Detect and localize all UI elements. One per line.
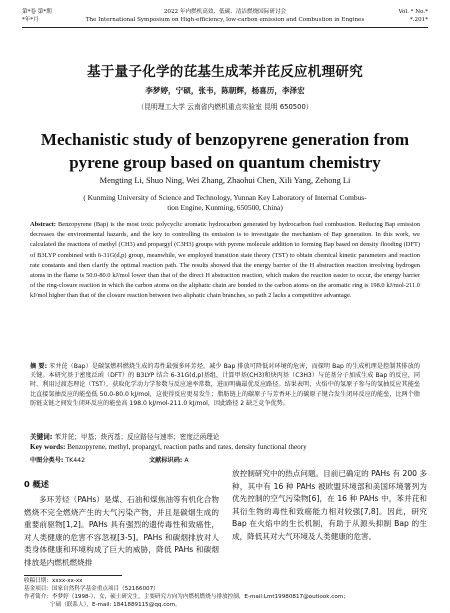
abstract-cn-label: 摘 要: — [30, 363, 48, 370]
title-cn: 基于量子化学的芘基生成苯并芘反应机理研究 — [87, 64, 363, 80]
abstract-cn-text: 苯并芘（Bap）是碳氢燃料燃烧生成的毒性最强多环芳烃，减少 Bap 排放可降低对环境的危害，而探明 Bap 的生成机理是控制其排放的关键。本研究基于密度泛函（DFT）的 B3LYP 结合 6-31G(d,p)基组，计算甲基(CH3)和炔丙基（C3H3）与芘基分子加成生成 Bap 的反应，同时，利用过渡态理论（TST），获取化学动力学参数与反应速率常数，进而明确最优反应路径。结果表明，火焰中的氢原子参与的氢抽反应其能垒比直接氢抽反应的能垒低 50.0-80.0 kJ/mol，这使得反应更易发生；脂肪链上的碳原子与芳香环上的碳原子键合发生闭环反应的能垒，比两个脂肪链支链之间发生闭环反应的能垒高 198.0 kJ/mol-211.0 kJ/mol，因此路径 2 缺乏竞争优势。 — [30, 363, 421, 407]
affiliation-en-line2: tion Engine, Kunming, 650500, China) — [167, 203, 283, 212]
classification-line — [30, 455, 420, 464]
intro-right-column: 放控制研究中的热点问题。目前已确定的 PAHs 有 200 多种，其中有 16 种 PAHs 被欧盟环境部和美国环境署列为优先控制的空气污染物[6]，在 16 种 PAHs 中，苯并芘和其衍生物的毒性和致癌能力相对较强[7,8]。因此，研究 Bap 在火焰中的生长机制，有助于从源头抑制 Bap 的生成，降低其对大气环境及人类健康的危害。 — [232, 469, 427, 541]
affiliation-en-line1: ( Kunming University of Science and Technology, Yunnan Key Laboratory of Internal Combus- — [83, 193, 367, 202]
title-en-line2: pyrene group based on quantum chemistry — [69, 153, 381, 172]
footnote-received: 收稿日期：xxxx-xx-xx — [24, 578, 83, 584]
intro-left-column: 多环芳烃（PAHs）是煤、石油和煤焦油等有机化合物燃烧不完全燃烧产生的大气污染产物，并且是碳烟生成的重要前驱物[1,2]。PAHs 具有强烈的遗传毒性和致癌性，对人类健康的危害不容忽视[3-5]。PAHs 和碳烟排放对人类身体健康和环境构成了巨大的威胁，降低 PAHs 和碳烟排放是内燃机燃烧排 — [24, 495, 219, 567]
section-heading: 0 概述 — [24, 479, 49, 489]
footnote-fund: 基金项目：国家自然科学基金重点项目（52166007） — [24, 586, 159, 592]
doc-code-value: A — [184, 457, 189, 464]
header-rule — [22, 27, 428, 28]
footnote-author1: 作者简介：李梦婷（1998-），女，硕士研究生，主要研究方向为内燃机燃烧与排放控制，E-mail:Lmt19980817@outlook.com； — [24, 594, 349, 600]
abstract-en-label: Abstract: — [30, 221, 56, 228]
clc-label: 中图分类号: — [30, 457, 64, 464]
keywords-cn-label: 关键词: — [30, 433, 53, 441]
header-conference-cn: 2022 年内燃机高效、低碳、清洁燃烧国际研讨会 — [163, 9, 287, 15]
clc-value: TK442 — [65, 457, 86, 464]
authors-cn: 李梦婷，宁硕，张韦，陈朝辉，杨喜历，李泽宏 — [145, 86, 305, 95]
authors-en: Mengting Li, Shuo Ning, Wei Zhang, Zhaohui Chen, Xili Yang, Zehong Li — [99, 176, 351, 185]
header-vol-issue-en: Vol. * No.* — [398, 9, 428, 15]
keywords-en — [30, 443, 420, 451]
header-month-cn: *年*月 — [22, 17, 39, 23]
header-vol-issue-cn: 第*卷 第*期 — [22, 9, 52, 15]
abstract-en-text: Benzopyrene (Bap) is the most toxic polycyclic aromatic hydrocarbon generated by hydrocarbon fuel combustion. Reducing Bap emission decreases the environmental hazards, and the key to controlling its emission is to investigate the mechanism of Bap generation. In this work, we calculated the reactions of methyl (CH3) and propargyl (C3H3) groups with pyrene molecule addition to forming Bap based on density flooding (DFT) of B3LYP combined with 6-31G(d,p) group, meanwhile, we employed transition state theory (TST) to obtain chemical kinetic parameters and reaction rate constants and then clarify the optimal reaction path. The results showed that the energy barrier of the H abstraction reaction involving hydrogen atoms in the flame is 50.0-80.0 kJ/mol lower than that of the direct H abstraction reaction, which makes the reaction easier to occur, the energy barrier of the ring-closure reaction in which the carbon atoms on the aliphatic chain are bonded to the carbon atoms on the aromatic ring is 198.0 kJ/mol-211.0 kJ/mol higher than that of the closure reaction between two aliphatic chain branches, so path 2 lacks a competitive advantage. — [30, 221, 420, 300]
keywords-en-text: Benzopyrene, methyl, propargyl, reaction paths and rates, density functional theory — [67, 443, 307, 451]
footnote-author2: 宁硕（联系人），E-mail: 1841889115@qq.com。 — [50, 602, 181, 608]
keywords-en-label: Key words: — [30, 443, 66, 451]
footnote-rule — [24, 575, 122, 576]
header-conference-en: The International Symposium on High-efficiency, low-carbon emission and Combustion in Engines — [85, 17, 365, 23]
keywords-cn-text: 苯并芘；甲基；炔丙基；反应路径与速率；密度泛函理论 — [54, 433, 220, 441]
abstract-cn — [30, 362, 420, 408]
header-year-en: *.201* — [409, 17, 428, 23]
keywords-cn — [30, 431, 420, 441]
doc-code-label: 文献标识码: — [148, 457, 183, 464]
affiliation-cn: （昆明理工大学 云南省内燃机重点实验室 昆明 650500） — [137, 103, 313, 111]
abstract-en — [30, 220, 420, 302]
title-en-line1: Mechanistic study of benzopyrene generation from — [40, 130, 410, 149]
